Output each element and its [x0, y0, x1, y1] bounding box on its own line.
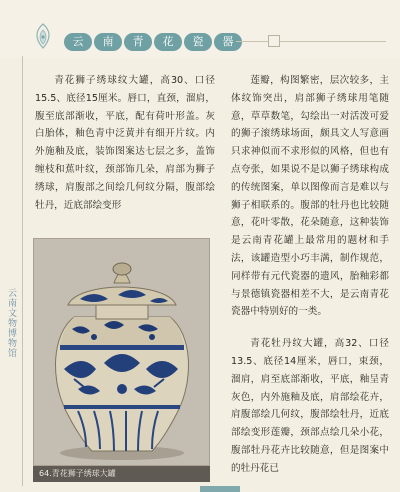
text-column-left [35, 72, 215, 214]
section-title [64, 33, 242, 51]
header-square-ornament [268, 35, 280, 47]
header-rule [236, 41, 386, 42]
section-title-char: 器 [214, 33, 242, 51]
blue-white-jar-illustration [34, 239, 209, 465]
section-title-char: 瓷 [184, 33, 212, 51]
jar-photo [33, 238, 210, 466]
body-paragraph: 青花狮子绣球纹大罐，高30、口径15.5、底径15厘米。唇口，直颈，溜肩，腹至底部渐收，平底，配有荷叶形盖。灰白胎体，釉色青中泛黄并有细开片纹。内外施釉及底，装饰图案达七层之多，盖饰缠枝和蕉叶纹，颈部饰几朵，肩部为狮子绣球，肩腹部之间绘几何纹分隔，腹部绘牡丹，近底部绘变形 [35, 75, 215, 211]
section-title-char: 花 [154, 33, 182, 51]
section-title-char: 云 [64, 33, 92, 51]
page-header [0, 0, 400, 58]
side-running-title: 云南文物博物馆 [6, 288, 16, 358]
body-paragraph: 青花牡丹纹大罐，高32、口径13.5、底径14厘米，唇口，束颈，溜肩，肩至底部渐收，平底，釉呈青灰色，内外施釉及底，肩部绘花卉，肩腹部绘几何纹，腹部绘牡丹，近底部绘变形莲瓣，颈部点绘几朵小花，腹部牡丹花卉比较随意，但是图案中的牡丹花已 [231, 338, 389, 474]
margin-rule [22, 56, 23, 486]
photo-caption: 64.青花狮子绣球大罐 [33, 466, 210, 482]
page-edge-tab [200, 486, 240, 492]
lotus-ornament-icon [30, 22, 56, 50]
section-title-char: 南 [94, 33, 122, 51]
text-column-right [231, 72, 389, 478]
section-title-char: 青 [124, 33, 152, 51]
body-paragraph: 莲瓣，构图繁密，层次较多，主体纹饰突出，肩部狮子绣球用笔随意，草草数笔，勾绘出一对活泼可爱的狮子滚绣球场面，颇具文人写意画只求神似而不求形似的风格，但也有点夸张，如果说不是以狮子绣球构成的传统图案，单以图像而言是难以与狮子相联系的。腹部的牡丹也比较随意，花叶零散，花朵随意，这种装饰是云南青花罐上最常用的题材和手法，该罐造型小巧丰满，制作规范，同样带有元代瓷器的遗风，胎釉彩都与景德镇瓷器相差不大，是云南青花瓷器中特别好的一类。 [231, 75, 389, 318]
